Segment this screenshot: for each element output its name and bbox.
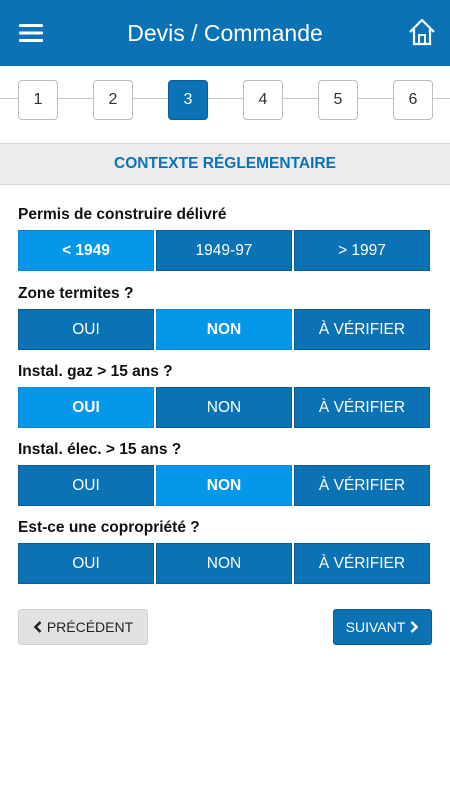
step-indicator	[0, 66, 450, 142]
option-button-v-rifier[interactable]: À VÉRIFIER	[294, 387, 430, 428]
option-group	[18, 543, 432, 584]
step-1[interactable]: 1	[18, 80, 58, 120]
question-label: Instal. élec. > 15 ans ?	[18, 441, 182, 458]
chevron-left-icon	[33, 621, 43, 633]
step-5[interactable]: 5	[318, 80, 358, 120]
step-6[interactable]: 6	[393, 80, 433, 120]
step-2[interactable]: 2	[93, 80, 133, 120]
next-button[interactable]	[333, 609, 432, 645]
question-instal-elec	[18, 439, 432, 506]
option-group	[18, 230, 432, 271]
page-title: Devis / Commande	[127, 19, 323, 46]
chevron-right-icon	[409, 621, 419, 633]
home-icon	[407, 17, 437, 47]
question-permis-construire	[18, 204, 432, 271]
next-button-label: SUIVANT	[345, 619, 406, 635]
previous-button-label: PRÉCÉDENT	[46, 619, 134, 635]
option-button-non[interactable]: NON	[156, 387, 292, 428]
question-label: Zone termites ?	[18, 285, 134, 302]
question-label: Est-ce une copropriété ?	[18, 519, 200, 536]
option-button-v-rifier[interactable]: À VÉRIFIER	[294, 309, 430, 350]
question-copropriete	[18, 517, 432, 584]
option-button-non[interactable]: NON	[156, 543, 292, 584]
question-instal-gaz	[18, 361, 432, 428]
option-button-1997[interactable]: > 1997	[294, 230, 430, 271]
step-connector-line	[0, 98, 450, 99]
option-button-v-rifier[interactable]: À VÉRIFIER	[294, 543, 430, 584]
question-zone-termites	[18, 283, 432, 350]
option-group	[18, 387, 432, 428]
question-label: Permis de construire délivré	[18, 206, 227, 223]
step-3[interactable]: 3	[168, 80, 208, 120]
option-group	[18, 309, 432, 350]
option-button-oui[interactable]: OUI	[18, 387, 154, 428]
section-title: CONTEXTE RÉGLEMENTAIRE	[0, 143, 450, 185]
option-button-oui[interactable]: OUI	[18, 309, 154, 350]
option-button-non[interactable]: NON	[156, 309, 292, 350]
option-button-oui[interactable]: OUI	[18, 543, 154, 584]
option-button-1949-97[interactable]: 1949-97	[156, 230, 292, 271]
option-button-v-rifier[interactable]: À VÉRIFIER	[294, 465, 430, 506]
previous-button[interactable]	[18, 609, 148, 645]
home-button[interactable]	[404, 14, 440, 50]
hamburger-menu-icon	[19, 24, 43, 42]
app-header	[0, 0, 450, 66]
option-group	[18, 465, 432, 506]
option-button-oui[interactable]: OUI	[18, 465, 154, 506]
menu-button[interactable]	[14, 20, 48, 46]
question-label: Instal. gaz > 15 ans ?	[18, 363, 173, 380]
option-button-1949[interactable]: < 1949	[18, 230, 154, 271]
option-button-non[interactable]: NON	[156, 465, 292, 506]
step-4[interactable]: 4	[243, 80, 283, 120]
